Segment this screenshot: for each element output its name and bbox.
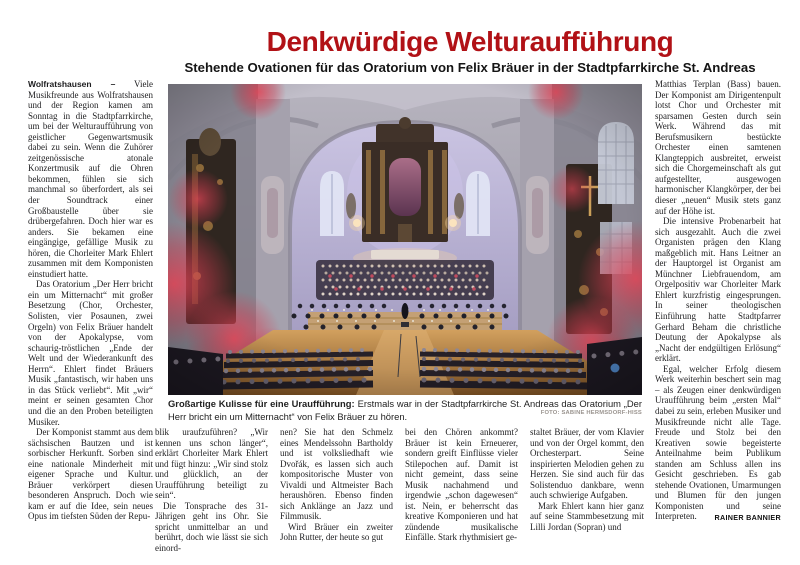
paragraph: Die Tonsprache des 31-Jährigen geht ins Ohr. Sie spricht unmittelbar an und berührt, doch wie lässt sie sich einord- [155, 500, 268, 554]
paragraph: Wird Bräuer ein zweiter John Rutter, der heute so gut [280, 521, 393, 543]
text-column-2 [155, 427, 268, 559]
church-interior-illustration [168, 84, 642, 395]
paragraph: Matthias Terplan (Bass) bauen. Der Komponist am Dirigentenpult lotst Chor und Orchester mit sparsamen Gesten durch sein Werk. Während das mit Berufsmusikern bestückte Orchester einen samtenen Klangteppich ausbreitet, erweist sich die Chorgemeinschaft als gut aufgestellter, ausgewogen harmonischer Klangkörper, der bei dieser „neuen“ Musik stets ganz auf der Höhe ist. [655, 79, 781, 216]
text-column-5 [530, 427, 644, 559]
paragraph-text: Viele Musikfreunde aus Wolfratshausen und der Region kamen am Sonntag in die Stadtpfarrkirche, um bei der Welturaufführung von geistlicher Gegenwartsmusik dabei zu sein. Wenn die Zuhörer zeitgenössische atonale Konzertmusik auf die Ohren bekommen, fühlen sie sich manchmal so überfordert, als sei der Soundtrack einer Großbaustelle über sie drübergefahren. Doch hier war es anders. Sie bekamen eine eingängige, gefällige Musik zu hören, die Chorleiter Mark Ehlert zusammen mit dem Komponisten einstudiert hatte. [28, 79, 153, 279]
paragraph: Mark Ehlert kann hier ganz auf seine Stammbesetzung mit Lilli Jordan (Sopran) und [530, 500, 644, 532]
paragraph-text: Egal, welcher Erfolg diesem Werk weiterhin beschert sein mag – als Zeugen einer denkwürdigen Uraufführung beim „ersten Mal“ dabei zu sein, erleben Musiker und Musikfreunde nicht alle Tage. Freude und Stolz bei den Kreativen sowie begeisterte Anteilnahme beim Publikum standen am Schluss allen ins Gesicht geschrieben. Es gab stehende Ovationen, Umarmungen und Blumen für den jungen Komponisten und seine Interpreten. [655, 363, 781, 522]
text-column-3 [280, 427, 393, 559]
text-column-6 [655, 79, 781, 561]
paragraph: staltet Bräuer, der vom Klavier und von der Orgel kommt, den Orchesterpart. Seine inspirierten Melodien gehen zu Herzen. Sie sind auch für das Solistenduo dankbare, wenn auch schwierige Aufgaben. [530, 427, 644, 501]
paragraph: Der Komponist stammt aus dem sächsischen Bautzen und ist sorbischer Herkunft. Sorben sind eine nationale Minderheit mit eigener Sprache und Kultur. Bräuer verkörpert diesen besonderen Anspruch. Doch wie kam er auf die Idee, sein neues Opus im tiefsten Süden der Repu- [28, 427, 153, 522]
photo-caption [168, 398, 642, 423]
paragraph: Das Oratorium „Der Herr bricht ein um Mitternacht“ mit großer Besetzung (Chor, Orchester, Solisten, vier Posaunen, zwei Orgeln) von Felix Bräuer handelt von der Apokalypse, vom schaurig-tröstlichen „Ende der Welt und der Wiederankunft des Herrn“. Ehlert findet Bräuers Musik „fantastisch, wir haben uns in das Stück verliebt“. Mit „wir“ meint er seinen gesamten Chor und die an den Proben beteiligten Musiker. [28, 279, 153, 427]
paragraph: Die intensive Probenarbeit hat sich ausgezahlt. Auch die zwei Organisten prägen den Klang maßgeblich mit. Hans Leitner an der Hauptorgel ist Organist am Münchner Liebfrauendom, am Orgelpositiv war Chorleiter Mark Ehlert kurzfristig eingesprungen. In seiner theologischen Einführung hatte Stadtpfarrer Gerhard Beham die christliche Deutung der Apokalypse als „Nacht der endgültigen Erlösung“ erklärt. [655, 216, 781, 364]
dateline: Wolfratshausen – [28, 79, 116, 89]
paragraph [28, 79, 153, 279]
church-concert-photo [168, 84, 642, 395]
caption-text: Erstmals war in der Stadtpfarrkirche St. Andreas das Oratorium „Der Herr bricht ein um Mitternacht“ von Felix Bräuer zu hören. [168, 398, 642, 422]
text-column-4 [405, 427, 518, 559]
subheadline: Stehende Ovationen für das Oratorium von Felix Bräuer in der Stadtpfarrkirche St. Andreas [184, 60, 756, 75]
paragraph: blik uraufzuführen? „Wir kennen uns schon länger“, erklärt Chorleiter Mark Ehlert und fügt hinzu: „Wir sind stolz und glücklich, an der Uraufführung beteiligt zu sein“. [155, 427, 268, 501]
paragraph [655, 364, 781, 522]
paragraph: nen? Sie hat den Schmelz eines Mendelssohn Bartholdy und ist volksliedhaft wie Dvořák, es lassen sich auch kompositorische Muster von Vivaldi und Altmeister Bach heraushören. Ebenso finden sich Anklänge an Jazz und Filmmusik. [280, 427, 393, 522]
caption-lead: Großartige Kulisse für eine Uraufführung: [168, 398, 355, 409]
author-byline: RAINER BANNIER [714, 513, 781, 523]
photo-credit: FOTO: SABINE HERMSDORF-HISS [540, 409, 642, 416]
headline: Denkwürdige Welturaufführung [266, 26, 674, 57]
article-header [150, 27, 790, 75]
text-column-1 [28, 79, 153, 561]
paragraph: bei den Chören ankommt? Bräuer ist kein Erneuerer, sondern greift Einflüsse vieler Stilepochen auf. Damit ist nicht gemeint, dass seine Musik nachahmend und irgendwie „schon dagewesen“ ist. Nein, er beherrscht das kreative Komponieren und hat zündende musikalische Einfälle. Stark rhythmisiert ge- [405, 427, 518, 543]
